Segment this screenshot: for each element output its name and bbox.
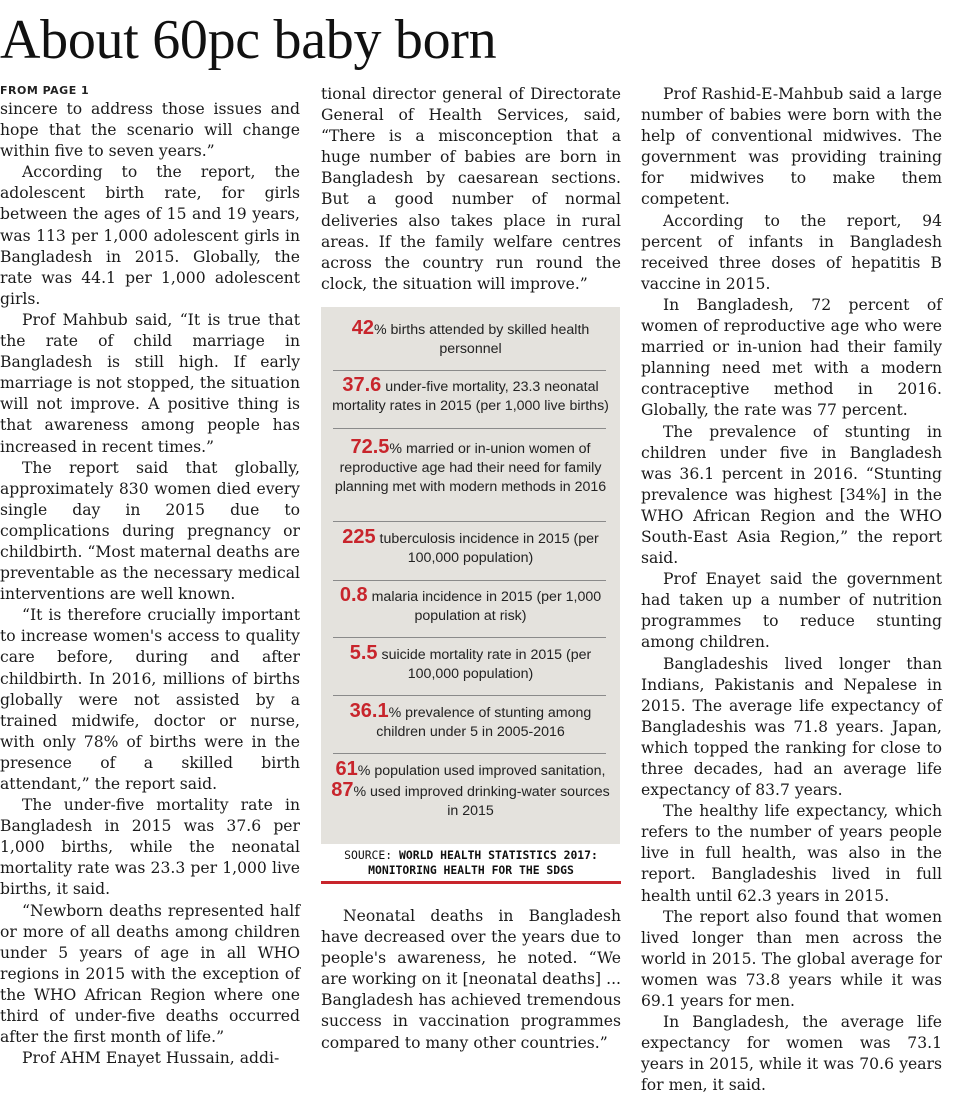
stat-number: 37.6 [342,374,382,396]
stat-divider [333,521,606,522]
stat-number: 5.5 [349,642,378,664]
stat-text: % prevalence of stunting among children under 5 in 2005-2016 [376,705,592,740]
paragraph: “It is therefore crucially important to increase women's access to quality care before, during and after childbirth. In 2016, millions of births globally were not assisted by a trained midwife, doctor or nurse, with only 78% of births were in the presence of a skilled birth attendant,” the report said. [0,606,300,793]
paragraph: According to the report, the adolescent birth rate, for girls between the ages of 15 and 19 years, was 113 per 1,000 adolescent girls in Bangladesh in 2015. Globally, the rate was 44.1 per 1,000 adolescent girls. [0,163,300,308]
stat-item [329,760,612,821]
stat-item [329,586,612,626]
stat-item [329,319,612,359]
paragraph: Prof AHM Enayet Hussain, addi- [22,1049,280,1068]
stat-divider [333,637,606,638]
stat-text: suicide mortality rate in 2015 (per 100,000 population) [377,647,592,682]
stat-number: 225 [342,526,376,548]
stat-number: 42 [351,317,374,339]
paragraph: In Bangladesh, 72 percent of women of reproductive age who were married or in-union had their family planning need met with a modern contraceptive method in 2016. Globally, the rate was 77 percent. [641,295,942,420]
accent-rule [321,881,621,884]
stat-item [329,528,612,568]
article-column-3 [641,84,942,1097]
stat-number: 36.1 [349,700,389,722]
stat-number: 0.8 [339,584,368,606]
stat-divider [333,753,606,754]
paragraph: Neonatal deaths in Bangladesh have decreased over the years due to people's awareness, he noted. “We are working on it [neonatal deaths] ... Bangladesh has achieved tremendous success in vaccination programmes compared to many other countries.” [321,907,621,1052]
stat-text: % married or in-union women of reproductive age had their need for family planning met with modern methods in 2016 [334,441,607,495]
paragraph: The report said that globally, approximately 830 women died every single day in 2015 due to complications during pregnancy or childbirth. “Most maternal deaths are preventable as the necessary medical interventions are well known. [0,458,301,604]
paragraph: According to the report, 94 percent of infants in Bangladesh received three doses of hepatitis B vaccine in 2015. [641,211,942,293]
stat-divider [333,580,606,581]
paragraph: The under-five mortality rate in Bangladesh in 2015 was 37.6 per 1,000 births, while the neonatal mortality rate was 23.3 per 1,000 live births, it said. [0,796,300,899]
stat-number: 72.5 [350,436,390,458]
stat-item [329,644,612,684]
stat-number: 61 [335,758,358,780]
paragraph: Bangladeshis lived longer than Indians, Pakistanis and Nepalese in 2015. The average life expectancy of Bangladeshis was 71.8 years. Japan, which topped the ranking for close to three decades, had an average life expectancy of 83.7 years. [641,654,942,800]
paragraph: Prof Enayet said the government had taken up a number of nutrition programmes to reduce stunting among children. [641,570,942,652]
paragraph: tional director general of Directorate General of Health Services, said, “There is a misconception that a huge number of babies are born in Bangladesh by caesarean sections. But a good number of normal deliveries also takes place in rural areas. If the family welfare centres across the country run round the clock, the situation will improve.” [321,85,621,293]
stat-divider [333,370,606,371]
article-column-2-bottom [321,906,621,1054]
stat-divider [333,428,606,429]
stat-text: % population used improved sanitation, [357,763,606,779]
stat-item [329,702,612,742]
from-page-label: FROM PAGE 1 [0,84,90,97]
source-text: WORLD HEALTH STATISTICS 2017: MONITORING HEALTH FOR THE SDGS [368,848,598,877]
paragraph: The prevalence of stunting in children under five in Bangladesh was 36.1 percent in 2016. “Stunting prevalence was highest [34%] in the WHO African Region and the WHO South-East Asia Region,” the report said. [641,422,942,568]
headline: About 60pc baby born [0,9,497,71]
source-credit [321,848,621,878]
paragraph: The report also found that women lived longer than men across the world in 2015. The global average for women was 73.8 years while it was 69.1 years for men. [641,907,942,1011]
stats-box [321,307,620,844]
stat-text: under-five mortality, 23.3 neonatal mortality rates in 2015 (per 1,000 live births) [332,379,609,414]
stat-text: % births attended by skilled health personnel [373,322,590,357]
paragraph: Prof Rashid-E-Mahbub said a large number of babies were born with the help of conventional midwives. The government was providing training for midwives to make them competent. [641,85,942,209]
stat-text: tuberculosis incidence in 2015 (per 100,000 population) [375,531,599,566]
stat-item [329,376,612,416]
stat-divider [333,695,606,696]
stat-text: malaria incidence in 2015 (per 1,000 population at risk) [367,589,602,624]
source-label: SOURCE: [344,848,399,862]
stat-item [329,438,612,497]
stat-number: 87 [331,779,354,801]
article-column-1 [0,84,300,1069]
paragraph: “Newborn deaths represented half or more of all deaths among children under 5 years of age in all WHO regions in 2015 with the exception of the WHO African Region where one third of under-five deaths occurred after the first month of life.” [0,901,300,1047]
paragraph: The healthy life expectancy, which refers to the number of years people live in full health, was also in the report. Bangladeshis lived in full health until 62.3 years in 2015. [641,802,942,905]
stat-text: % used improved drinking-water sources in 2015 [353,784,610,819]
paragraph: In Bangladesh, the average life expectancy for women was 73.1 years in 2015, while it was 70.6 years for men, it said. [641,1013,942,1095]
paragraph: Prof Mahbub said, “It is true that the rate of child marriage in Bangladesh is still high. If early marriage is not stopped, the situation will not improve. A positive thing is that awareness among people has increased in recent times.” [0,310,300,456]
article-column-2 [321,84,621,295]
paragraph: sincere to address those issues and hope that the scenario will change within five to seven years.” [0,100,300,161]
